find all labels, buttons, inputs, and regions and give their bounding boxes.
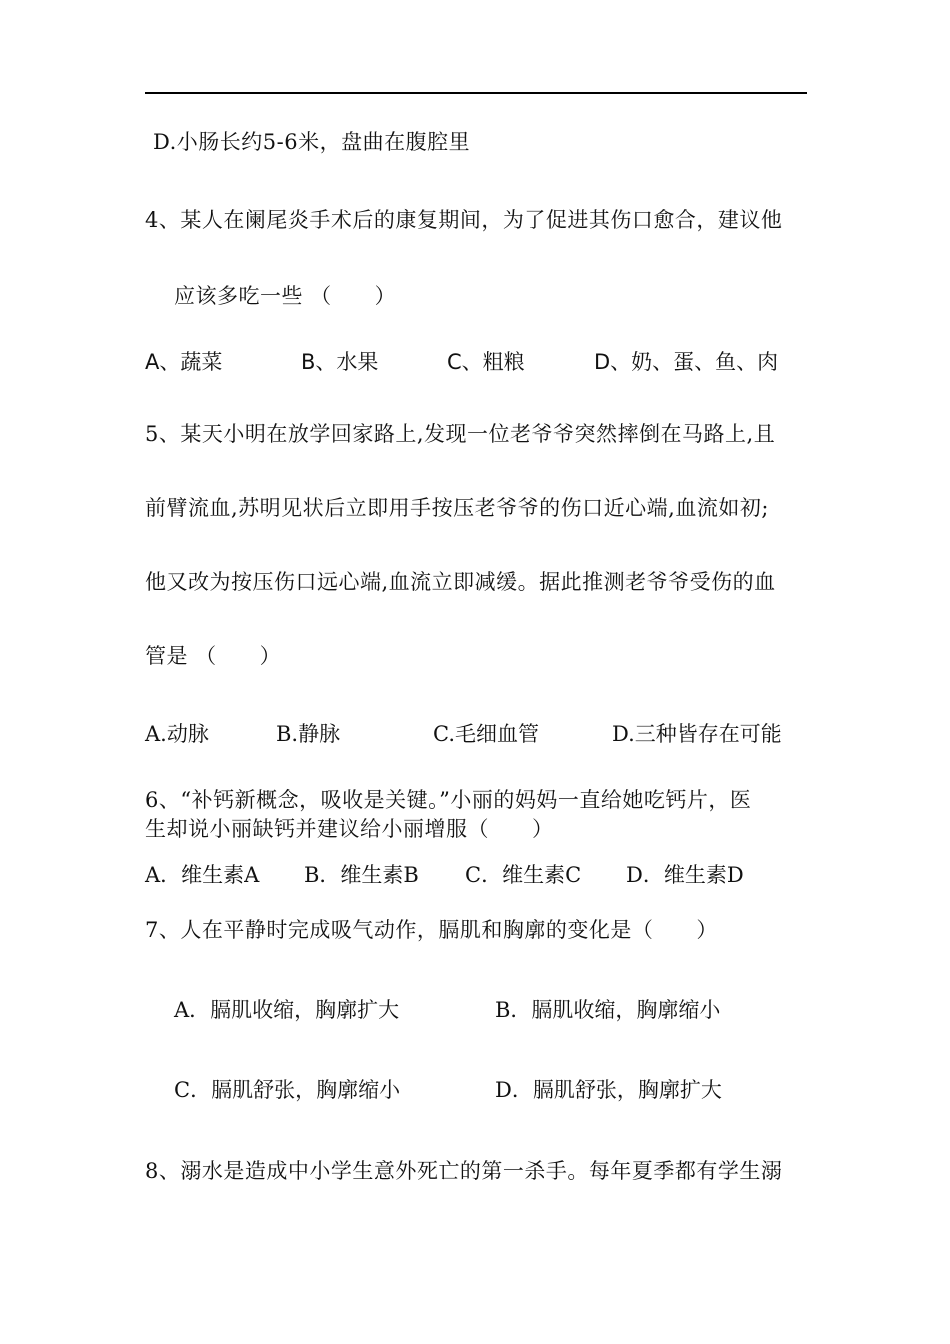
q5-option-b: B.静脉 — [276, 722, 341, 746]
q4-option-a: A、蔬菜 — [145, 350, 223, 374]
q7-option-d: D．膈肌舒张，胸廓扩大 — [495, 1078, 722, 1102]
q6-stem-line-1: 6、“补钙新概念，吸收是关键。”小丽的妈妈一直给她吃钙片，医 — [145, 788, 752, 812]
q4-stem-line-2: 应该多吃一些 （ ） — [174, 284, 397, 308]
q4-option-d: D、奶、蛋、鱼、肉 — [594, 350, 779, 374]
q6-option-a: A．维生素A — [145, 863, 260, 887]
q4-option-b: B、水果 — [301, 350, 379, 374]
q5-option-d: D.三种皆存在可能 — [612, 722, 782, 746]
q5-stem-line-2: 前臂流血,苏明见状后立即用手按压老爷爷的伤口近心端,血流如初; — [145, 496, 769, 520]
q7-option-b: B．膈肌收缩，胸廓缩小 — [495, 998, 721, 1022]
q7-option-a: A．膈肌收缩，胸廓扩大 — [174, 998, 400, 1022]
q5-option-a: A.动脉 — [145, 722, 209, 746]
q5-stem-line-3: 他又改为按压伤口远心端,血流立即减缓。据此推测老爷爷受伤的血 — [145, 570, 776, 594]
q3-option-d: D.小肠长约5-6米，盘曲在腹腔里 — [153, 130, 471, 154]
q6-option-c: C．维生素C — [465, 863, 582, 887]
header-rule — [145, 92, 807, 94]
q5-option-c: C.毛细血管 — [433, 722, 539, 746]
q7-option-c: C．膈肌舒张，胸廓缩小 — [174, 1078, 401, 1102]
q6-stem-line-2: 生却说小丽缺钙并建议给小丽增服（ ） — [145, 817, 554, 841]
q4-stem-line-1: 4、某人在阑尾炎手术后的康复期间，为了促进其伤口愈合，建议他 — [145, 208, 783, 232]
q7-stem: 7、人在平静时完成吸气动作，膈肌和胸廓的变化是（ ） — [145, 918, 718, 942]
q5-stem-line-4: 管是 （ ） — [145, 644, 282, 668]
q6-option-b: B．维生素B — [304, 863, 419, 887]
q8-stem-line-1: 8、溺水是造成中小学生意外死亡的第一杀手。每年夏季都有学生溺 — [145, 1159, 783, 1183]
q6-option-d: D．维生素D — [626, 863, 744, 887]
q4-option-c: C、粗粮 — [447, 350, 525, 374]
q5-stem-line-1: 5、某天小明在放学回家路上,发现一位老爷爷突然摔倒在马路上,且 — [145, 422, 776, 446]
